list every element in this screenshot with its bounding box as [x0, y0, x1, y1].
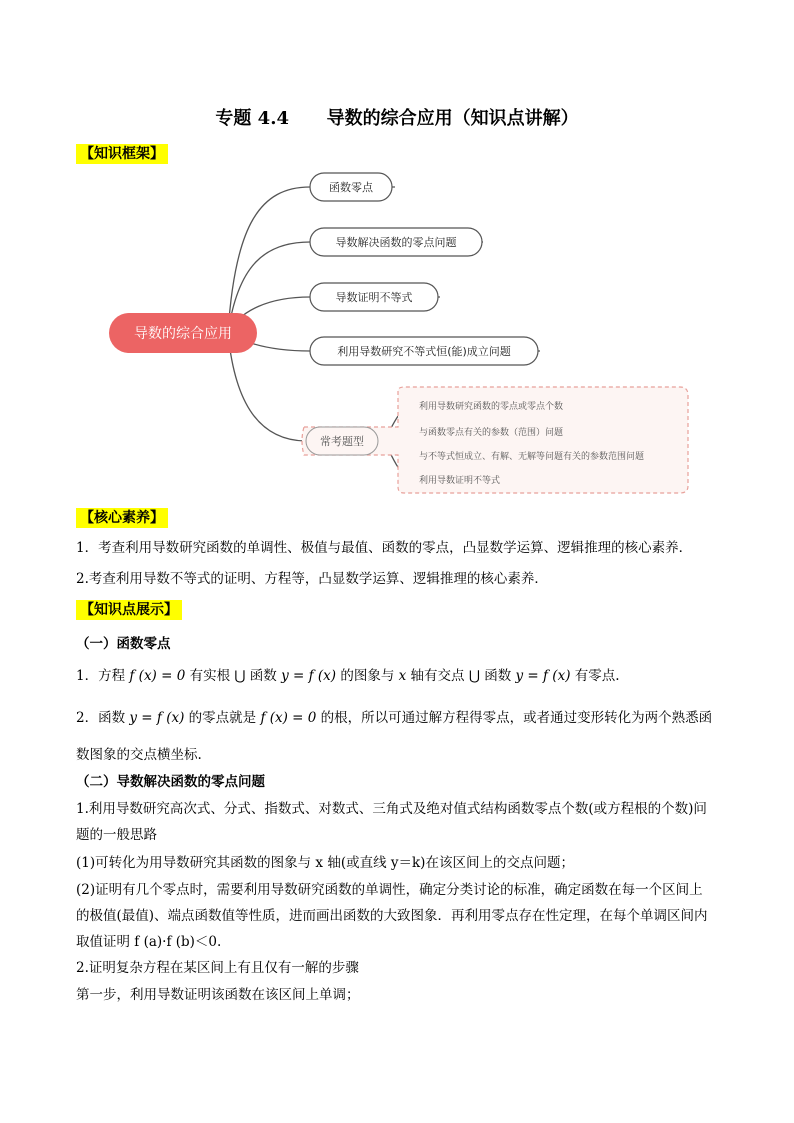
body-line: (1)可转化为用导数研究其函数的图象与 x 轴(或直线 y＝k)在该区间上的交点问题；	[76, 855, 574, 871]
common-item: 与函数零点有关的参数（范围）问题	[419, 428, 564, 438]
section-tag-core: 【核心素养】	[76, 508, 168, 528]
root-node-label: 导数的综合应用	[134, 326, 232, 342]
text-run: 1．方程	[76, 668, 130, 684]
core-item-2: 2.考查利用导数不等式的证明、方程等，凸显数学运算、逻辑推理的核心素养．	[76, 571, 548, 587]
body-line: 题的一般思路	[76, 827, 157, 843]
body-line: (2)证明有几个零点时，需要利用导数研究函数的单调性，确定分类讨论的标准，确定函数在每一个区间上	[76, 882, 703, 898]
mindmap	[0, 165, 794, 505]
body-line: 第一步，利用导数证明该函数在该区间上单调；	[76, 987, 360, 1003]
text-run: 的零点就是	[184, 710, 261, 726]
body-line: 1.利用导数研究高次式、分式、指数式、对数式、三角式及绝对值式结构函数零点个数(或方程根的个数)问	[76, 801, 707, 817]
body-line: 2.证明复杂方程在某区间上有且仅有一解的步骤	[76, 960, 359, 976]
math-expr: y = f (x)	[515, 668, 571, 684]
branch-label: 利用导数研究不等式恒(能)成立问题	[337, 345, 511, 358]
branch-label: 导数证明不等式	[335, 291, 413, 304]
subsection-title: （一）函数零点	[76, 636, 171, 652]
common-item: 与不等式恒成立、有解、无解等问题有关的参数范围问题	[419, 452, 645, 462]
common-item: 利用导数研究函数的零点或零点个数	[419, 402, 564, 412]
text-run: 有零点.	[570, 668, 620, 684]
body-line: 的极值(最值)、端点函数值等性质，进而画出函数的大致图象．再利用零点存在性定理，在每个单调区间内	[76, 908, 708, 924]
text-run: 的根，所以可通过解方程得零点，或者通过变形转化为两个熟悉函	[316, 710, 713, 726]
math-expr: y = f (x)	[281, 668, 337, 684]
section-tag-points: 【知识点展示】	[76, 600, 182, 620]
common-item: 利用导数证明不等式	[419, 476, 501, 486]
branch-label: 导数解决函数的零点问题	[335, 236, 457, 249]
common-label: 常考题型	[320, 435, 364, 448]
text-run: 的图象与	[336, 668, 399, 684]
text-run: 轴有交点 ⋃ 函数	[406, 668, 516, 684]
point-2	[76, 708, 712, 728]
page-title: 专题 4.4 导数的综合应用（知识点讲解）	[215, 108, 579, 129]
math-expr: f (x) = 0	[129, 668, 186, 684]
section-tag-framework: 【知识框架】	[76, 144, 168, 164]
body-line: 取值证明 f (a)·f (b)＜0.	[76, 934, 222, 950]
branch-label: 函数零点	[329, 181, 373, 194]
point-1	[76, 666, 620, 686]
point-2-continued: 数图象的交点横坐标.	[76, 747, 202, 763]
core-item-1: 1．考查利用导数研究函数的单调性、极值与最值、函数的零点，凸显数学运算、逻辑推理的核心素养．	[76, 540, 693, 556]
text-run: 有实根 ⋃ 函数	[185, 668, 282, 684]
math-expr: y = f (x)	[129, 710, 185, 726]
math-expr: x	[398, 668, 407, 684]
text-run: 2．函数	[76, 710, 130, 726]
subsection-title: （二）导数解决函数的零点问题	[76, 774, 265, 790]
math-expr: f (x) = 0	[260, 710, 317, 726]
